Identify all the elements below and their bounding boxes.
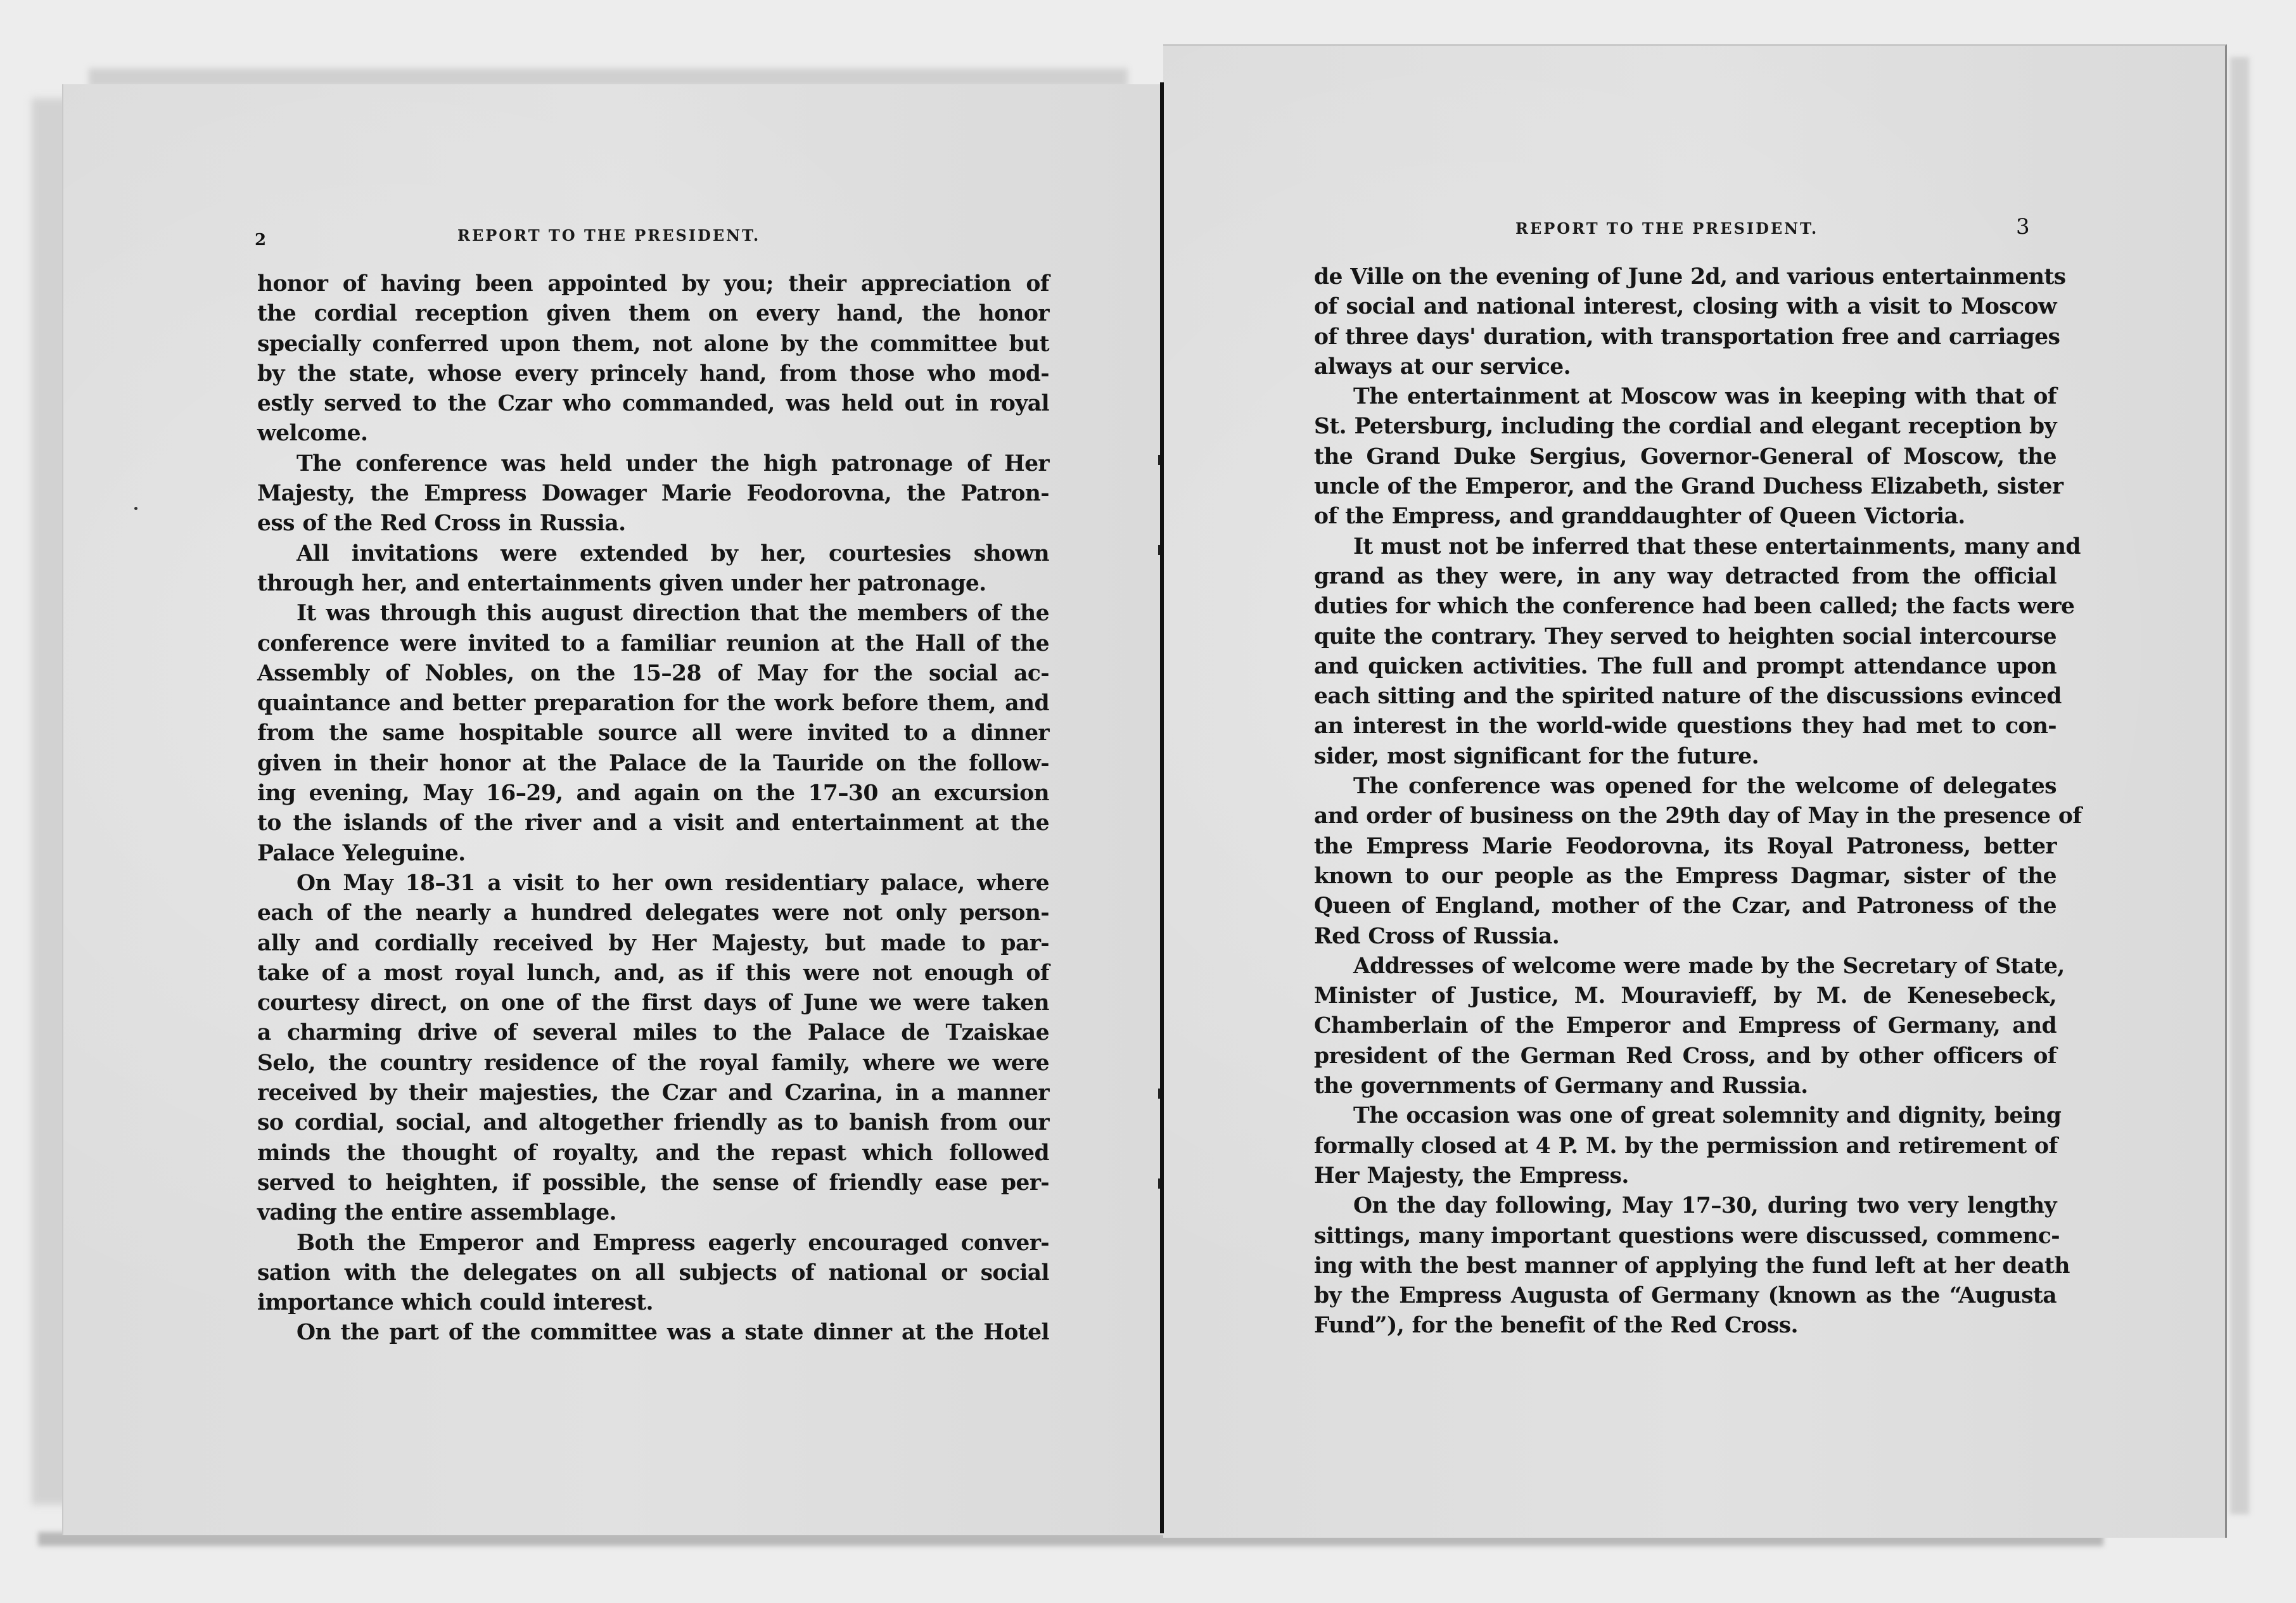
text-line: grand as they were, in any way detracted from the official	[1314, 563, 2057, 589]
text-line: sittings, many important questions were discussed, commenc-	[1314, 1223, 2060, 1249]
text-line: Both the Emperor and Empress eagerly encouraged conver-	[297, 1230, 1049, 1256]
text-line: the Grand Duke Sergius, Governor-General of Moscow, the	[1314, 444, 2057, 469]
text-line: ally and cordially received by Her Majesty, but made to par-	[257, 930, 1049, 956]
text-line: received by their majesties, the Czar and Czarina, in a manner	[257, 1080, 1049, 1106]
text-line: On the day following, May 17–30, during two very lengthy	[1353, 1193, 2057, 1219]
text-line: served to heighten, if possible, the sense of friendly ease per-	[257, 1170, 1049, 1196]
text-line: ing with the best manner of applying the fund left at her death	[1314, 1253, 2070, 1279]
text-line: vading the entire assemblage.	[257, 1200, 616, 1226]
text-line: Red Cross of Russia.	[1314, 923, 1560, 949]
text-line: quite the contrary. They served to heighten social intercourse	[1314, 623, 2057, 649]
book-spine-gutter	[1160, 82, 1164, 1533]
text-line: specially conferred upon them, not alone by the committee but	[257, 331, 1049, 357]
right-page-number: 3	[2016, 214, 2030, 239]
text-line: to the islands of the river and a visit and entertainment at the	[257, 810, 1049, 836]
text-line: by the state, whose every princely hand, from those who mod-	[257, 361, 1049, 386]
text-line: Minister of Justice, M. Mouravieff, by M. de Kenesebeck,	[1314, 983, 2057, 1009]
text-line: Chamberlain of the Emperor and Empress of Germany, and	[1314, 1013, 2057, 1039]
text-line: president of the German Red Cross, and by other officers of	[1314, 1043, 2057, 1069]
text-line: sider, most significant for the future.	[1314, 743, 1759, 769]
text-line: Palace Yeleguine.	[257, 840, 466, 866]
text-line: each sitting and the spirited nature of the discussions evinced	[1314, 684, 2062, 710]
text-line: Queen of England, mother of the Czar, and Patroness of the	[1314, 893, 2057, 919]
text-line: It was through this august direction that the members of the	[297, 601, 1049, 627]
text-line: from the same hospitable source all were invited to a dinner	[257, 720, 1049, 746]
text-line: honor of having been appointed by you; their appreciation of	[257, 271, 1049, 297]
text-line: All invitations were extended by her, courtesies shown	[297, 540, 1049, 566]
binding-stitch-mark	[1158, 1178, 1160, 1189]
text-line: the governments of Germany and Russia.	[1314, 1073, 1808, 1099]
text-line: known to our people as the Empress Dagmar, sister of the	[1314, 863, 2057, 889]
text-line: On May 18–31 a visit to her own residentiary palace, where	[297, 870, 1049, 896]
right-running-head: REPORT TO THE PRESIDENT.	[1515, 219, 1819, 238]
text-line: given in their honor at the Palace de la Tauride on the follow-	[257, 750, 1049, 776]
binding-stitch-mark	[1158, 545, 1160, 555]
text-line: The conference was held under the high patronage of Her	[297, 450, 1049, 476]
text-line: ing evening, May 16–29, and again on the 17–30 an excursion	[257, 781, 1049, 807]
text-line: The entertainment at Moscow was in keeping with that of	[1353, 384, 2057, 410]
text-line: quaintance and better preparation for the work before them, and	[257, 691, 1049, 717]
text-line: of the Empress, and granddaughter of Queen Victoria.	[1314, 504, 1965, 530]
text-line: of three days' duration, with transportation free and carriages	[1314, 324, 2060, 350]
page-stack-shadow-right	[2230, 57, 2249, 1514]
text-line: On the part of the committee was a state dinner at the Hotel	[297, 1320, 1049, 1346]
left-page	[62, 84, 1164, 1535]
text-line: the Empress Marie Feodorovna, its Royal Patroness, better	[1314, 833, 2057, 859]
text-line: minds the thought of royalty, and the repast which followed	[257, 1140, 1049, 1166]
text-line: Selo, the country residence of the royal family, where we were	[257, 1050, 1049, 1076]
left-page-number: 2	[255, 231, 267, 250]
left-page-body	[257, 269, 1049, 1348]
binding-stitch-mark	[1158, 1089, 1160, 1099]
text-line: duties for which the conference had been called; the facts were	[1314, 594, 2075, 620]
text-line: ess of the Red Cross in Russia.	[257, 511, 626, 537]
text-line: Majesty, the Empress Dowager Marie Feodorovna, the Patron-	[257, 481, 1049, 507]
left-running-head: REPORT TO THE PRESIDENT.	[457, 226, 761, 245]
ink-speck	[134, 507, 137, 510]
text-line: conference were invited to a familiar reunion at the Hall of the	[257, 630, 1049, 656]
text-line: the cordial reception given them on every hand, the honor	[257, 301, 1049, 327]
text-line: importance which could interest.	[257, 1290, 653, 1316]
text-line: Assembly of Nobles, on the 15–28 of May for the social ac-	[257, 660, 1049, 686]
text-line: It must not be inferred that these entertainments, many and	[1353, 533, 2081, 559]
text-line: St. Petersburg, including the cordial and elegant reception by	[1314, 414, 2057, 440]
text-line: through her, and entertainments given under her patronage.	[257, 570, 986, 596]
right-page-body	[1314, 262, 2082, 1341]
text-line: Fund”), for the benefit of the Red Cross.	[1314, 1313, 1798, 1339]
text-line: uncle of the Emperor, and the Grand Duchess Elizabeth, sister	[1314, 474, 2063, 500]
text-line: Her Majesty, the Empress.	[1314, 1163, 1629, 1189]
text-line: Addresses of welcome were made by the Secretary of State,	[1353, 953, 2065, 979]
right-page	[1163, 44, 2227, 1538]
text-line: and order of business on the 29th day of May in the presence of	[1314, 803, 2082, 829]
binding-stitch-mark	[1158, 455, 1160, 465]
text-line: a charming drive of several miles to the Palace de Tzaiskae	[257, 1020, 1049, 1046]
text-line: courtesy direct, on one of the first days of June we were taken	[257, 990, 1049, 1016]
text-line: and quicken activities. The full and prompt attendance upon	[1314, 653, 2057, 679]
text-line: take of a most royal lunch, and, as if this were not enough of	[257, 960, 1049, 986]
text-line: formally closed at 4 P. M. by the permission and retirement of	[1314, 1133, 2058, 1159]
text-line: estly served to the Czar who commanded, was held out in royal	[257, 391, 1049, 417]
text-line: of social and national interest, closing with a visit to Moscow	[1314, 294, 2057, 320]
text-line: always at our service.	[1314, 354, 1571, 380]
text-line: so cordial, social, and altogether friendly as to banish from our	[257, 1110, 1049, 1136]
text-line: each of the nearly a hundred delegates were not only person-	[257, 900, 1049, 926]
text-line: The occasion was one of great solemnity and dignity, being	[1353, 1103, 2062, 1129]
text-line: de Ville on the evening of June 2d, and various entertainments	[1314, 264, 2066, 290]
text-line: The conference was opened for the welcome of delegates	[1353, 774, 2057, 800]
text-line: welcome.	[257, 421, 368, 447]
text-line: an interest in the world-wide questions they had met to con-	[1314, 713, 2057, 739]
text-line: sation with the delegates on all subjects of national or social	[257, 1260, 1049, 1286]
text-line: by the Empress Augusta of Germany (known as the “Augusta	[1314, 1283, 2057, 1309]
